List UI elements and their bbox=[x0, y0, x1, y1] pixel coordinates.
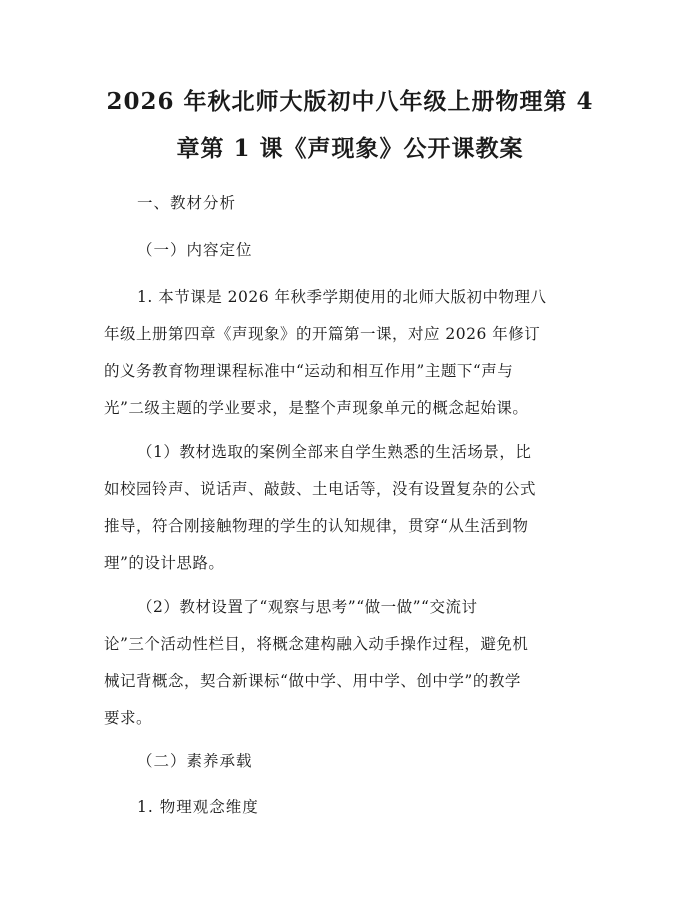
paragraph-line: 理”的设计思路。 bbox=[104, 554, 225, 572]
paragraph-line: 推导，符合刚接触物理的学生的认知规律，贯穿“从生活到物 bbox=[104, 517, 529, 535]
paragraph-line: 光”二级主题的学业要求，是整个声现象单元的概念起始课。 bbox=[104, 399, 529, 417]
paragraph-line: 论”三个活动性栏目，将概念建构融入动手操作过程，避免机 bbox=[104, 635, 529, 653]
paragraph-line: 如校园铃声、说话声、敲鼓、土电话等，没有设置复杂的公式 bbox=[104, 480, 537, 498]
paragraph-line: 年级上册第四章《声现象》的开篇第一课，对应 2026 年修订 bbox=[104, 325, 541, 343]
paragraph-line: （2）教材设置了“观察与思考”“做一做”“交流讨 bbox=[137, 598, 478, 616]
paragraph-line: （1）教材选取的案例全部来自学生熟悉的生活场景，比 bbox=[137, 443, 532, 461]
document-title-line-2: 章第 1 课《声现象》公开课教案 bbox=[176, 135, 524, 162]
subsection-heading-literacy: （二）素养承载 bbox=[137, 752, 253, 770]
section-heading-textbook-analysis: 一、教材分析 bbox=[137, 194, 237, 212]
subsection-heading-content-positioning: （一）内容定位 bbox=[137, 241, 253, 259]
paragraph-line: 1. 本节课是 2026 年秋季学期使用的北师大版初中物理八 bbox=[137, 288, 547, 306]
paragraph-line: 械记背概念，契合新课标“做中学、用中学、创中学”的教学 bbox=[104, 672, 521, 690]
paragraph-lesson-overview bbox=[104, 285, 599, 433]
paragraph-case-selection bbox=[104, 440, 599, 588]
paragraph-line: 的义务教育物理课程标准中“运动和相互作用”主题下“声与 bbox=[104, 362, 514, 380]
document-title-line-1: 2026 年秋北师大版初中八年级上册物理第 4 bbox=[106, 88, 594, 115]
paragraph-activity-columns bbox=[104, 595, 599, 743]
paragraph-line: 要求。 bbox=[104, 709, 153, 727]
list-item-physics-concept: 1. 物理观念维度 bbox=[137, 798, 259, 816]
